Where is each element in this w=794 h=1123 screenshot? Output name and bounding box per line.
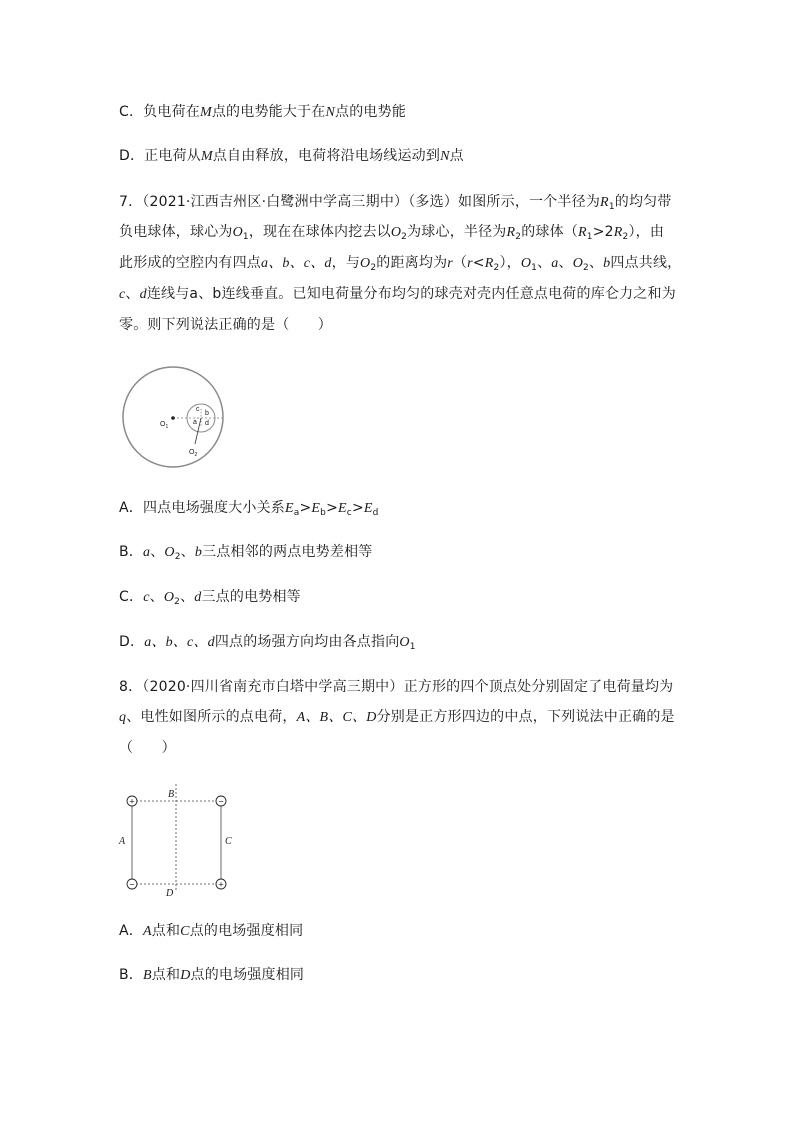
- option-text: 点的电场强度相同: [189, 923, 304, 939]
- math-var: c: [143, 590, 150, 605]
- math-var: R: [484, 256, 494, 271]
- math-var: O: [164, 545, 175, 560]
- q7-stem-line-1: [119, 192, 672, 217]
- math-var: r: [467, 256, 473, 271]
- stem-text: 负电球体，球心为: [119, 224, 233, 240]
- math-sub: 2: [493, 263, 500, 273]
- label-D: D: [166, 888, 174, 899]
- math-var: O: [520, 256, 532, 271]
- math-sub: 2: [370, 263, 377, 273]
- label-A: A: [119, 836, 126, 847]
- q8-stem-line-1: 8．（2020·四川省南充市白塔中学高三期中）正方形的四个顶点处分别固定了电荷量均为: [119, 679, 674, 695]
- b-label: b: [205, 410, 209, 417]
- stem-text: 此形成的空腔内有四点: [119, 255, 261, 271]
- q7-option-c: [119, 587, 301, 612]
- option-text: B．: [119, 967, 144, 983]
- o1-label: $O_1$: [160, 421, 169, 430]
- stem-text: <: [472, 255, 485, 271]
- option-text: 点和: [151, 923, 181, 939]
- math-var: b: [194, 545, 203, 560]
- math-sub: 2: [401, 232, 408, 242]
- option-text: >: [351, 500, 364, 516]
- math-sub: 2: [622, 232, 629, 242]
- stem-text: 四点共线，: [610, 255, 682, 271]
- option-text: A．四点电场强度大小关系: [119, 500, 285, 516]
- math-var: O: [360, 256, 371, 271]
- math-var: O: [572, 256, 584, 271]
- charge-top-left: [127, 796, 137, 807]
- option-text: D．正电荷从: [119, 148, 201, 164]
- stem-text: 、电性如图所示的点电荷，: [126, 709, 297, 725]
- option-text: C．负电荷在: [119, 104, 200, 120]
- stem-text: 7．（2021·江西吉州区·白鹭洲中学高三期中）（多选）如图所示，一个半径为: [119, 194, 601, 210]
- math-var: D: [180, 968, 191, 983]
- option-text: 三点的电势相等: [201, 589, 301, 605]
- o1-point: [171, 416, 175, 420]
- math-var: C: [180, 924, 190, 939]
- option-text: 、: [150, 544, 165, 560]
- option-text: 、: [149, 589, 164, 605]
- math-sub: c: [346, 508, 352, 518]
- svg-text:−: −: [218, 796, 224, 807]
- c-label: c: [196, 406, 200, 413]
- math-sub: a: [293, 508, 300, 518]
- math-var: E: [338, 501, 347, 516]
- math-var: R: [578, 225, 587, 240]
- math-sub: 2: [515, 232, 522, 242]
- q7-option-d: [119, 632, 416, 657]
- q7-sphere-figure: [118, 362, 228, 472]
- prev-option-c: [119, 102, 406, 123]
- math-sub: 1: [608, 202, 615, 212]
- math-sub: 1: [409, 642, 416, 652]
- math-sub: 2: [174, 597, 181, 607]
- option-text: >: [326, 500, 339, 516]
- math-var: A: [142, 924, 152, 939]
- option-text: >: [299, 500, 312, 516]
- math-var: R: [506, 225, 516, 240]
- label-B: B: [168, 789, 175, 800]
- stem-text: 的距离均为: [376, 255, 448, 271]
- option-text: 点的电势能大于在: [211, 104, 326, 120]
- svg-text:−: −: [129, 879, 135, 890]
- math-var: E: [311, 501, 321, 516]
- q7-option-b: [119, 542, 372, 567]
- stem-text: >2: [592, 224, 614, 240]
- math-var: a: [551, 256, 559, 271]
- math-var: a、b、c、d: [144, 635, 215, 650]
- q7-stem-line-3: [119, 253, 681, 278]
- math-var: d: [194, 590, 202, 605]
- stem-text: ），由: [628, 224, 665, 240]
- math-var: R: [600, 195, 609, 210]
- option-text: 点自由释放，电荷将沿电场线运动到: [212, 148, 441, 164]
- math-var: M: [199, 105, 212, 120]
- math-var: O: [390, 225, 402, 240]
- math-sub: 1: [531, 263, 538, 273]
- q7-stem-line-2: [119, 222, 664, 247]
- stem-text: 、: [558, 255, 573, 271]
- stem-text: 的球体（: [521, 224, 579, 240]
- option-text: 四点的场强方向均由各点指向: [214, 634, 400, 650]
- prev-option-d: [119, 146, 464, 167]
- math-var: B: [143, 968, 152, 983]
- stem-text: ），: [499, 255, 521, 271]
- stem-text: 、: [125, 286, 140, 302]
- option-text: B．: [119, 544, 144, 560]
- math-sub: d: [372, 508, 379, 518]
- charge-bottom-left: [127, 879, 137, 890]
- stem-text: 、: [588, 255, 604, 271]
- stem-text: ，与: [331, 255, 361, 271]
- option-text: 、: [180, 589, 195, 605]
- math-var: A、B、C、D: [296, 710, 377, 725]
- stem-text: 、: [537, 255, 552, 271]
- option-text: 三点相邻的两点电势差相等: [202, 544, 373, 560]
- stem-text: （: [452, 255, 468, 271]
- d-label: d: [205, 420, 209, 427]
- q8-stem-line-3: （ ）: [119, 740, 176, 756]
- math-sub: 2: [583, 263, 589, 273]
- svg-text:+: +: [129, 796, 135, 807]
- svg-text:+: +: [218, 879, 224, 890]
- a-label: a: [193, 419, 197, 426]
- label-C: C: [225, 836, 232, 847]
- q8-square-figure: [114, 780, 244, 900]
- math-var: a、b、c、d: [261, 256, 332, 271]
- stem-text: 的均匀带: [614, 194, 672, 210]
- stem-text: 分别是正方形四边的中点，下列说法中正确的是: [376, 709, 675, 725]
- math-var: a: [143, 545, 151, 560]
- math-sub: b: [320, 508, 327, 518]
- math-var: N: [440, 149, 450, 164]
- math-var: b: [603, 256, 611, 271]
- math-var: c: [119, 287, 126, 302]
- math-var: N: [325, 105, 336, 120]
- option-text: C．: [119, 589, 144, 605]
- math-var: E: [284, 501, 294, 516]
- option-text: 、: [180, 544, 195, 560]
- q7-stem-line-4: [119, 284, 676, 305]
- math-var: O: [163, 590, 175, 605]
- stem-text: 连线与a、b连线垂直。已知电荷量分布均匀的球壳对壳内任意点电荷的库仑力之和为: [146, 286, 676, 302]
- charge-top-right: [216, 796, 226, 807]
- math-var: O: [232, 225, 243, 240]
- option-text: 点的电势能: [335, 104, 407, 120]
- math-sub: 2: [174, 552, 181, 562]
- math-sub: 1: [586, 232, 593, 242]
- q8-stem-line-2: [119, 707, 675, 728]
- q8-option-a: [119, 921, 303, 942]
- math-sub: 1: [242, 232, 249, 242]
- option-text: A．: [119, 923, 143, 939]
- o2-label: $O_2$: [189, 449, 198, 458]
- option-text: 点的电场强度相同: [190, 967, 305, 983]
- q8-option-b: [119, 965, 304, 986]
- math-var: d: [139, 287, 147, 302]
- math-var: R: [613, 225, 623, 240]
- q7-option-a: [119, 498, 379, 523]
- option-text: 点: [449, 148, 464, 164]
- option-text: D．: [119, 634, 145, 650]
- math-var: E: [363, 501, 373, 516]
- stem-text: ，现在在球体内挖去以: [248, 224, 391, 240]
- math-var: q: [119, 710, 127, 725]
- option-text: 点和: [151, 967, 181, 983]
- math-var: O: [399, 635, 410, 650]
- q7-stem-line-5: 零。则下列说法正确的是（ ）: [119, 317, 332, 333]
- math-var: M: [200, 149, 213, 164]
- charge-bottom-right: [216, 879, 226, 890]
- math-var: r: [447, 256, 453, 271]
- stem-text: 为球心，半径为: [407, 224, 507, 240]
